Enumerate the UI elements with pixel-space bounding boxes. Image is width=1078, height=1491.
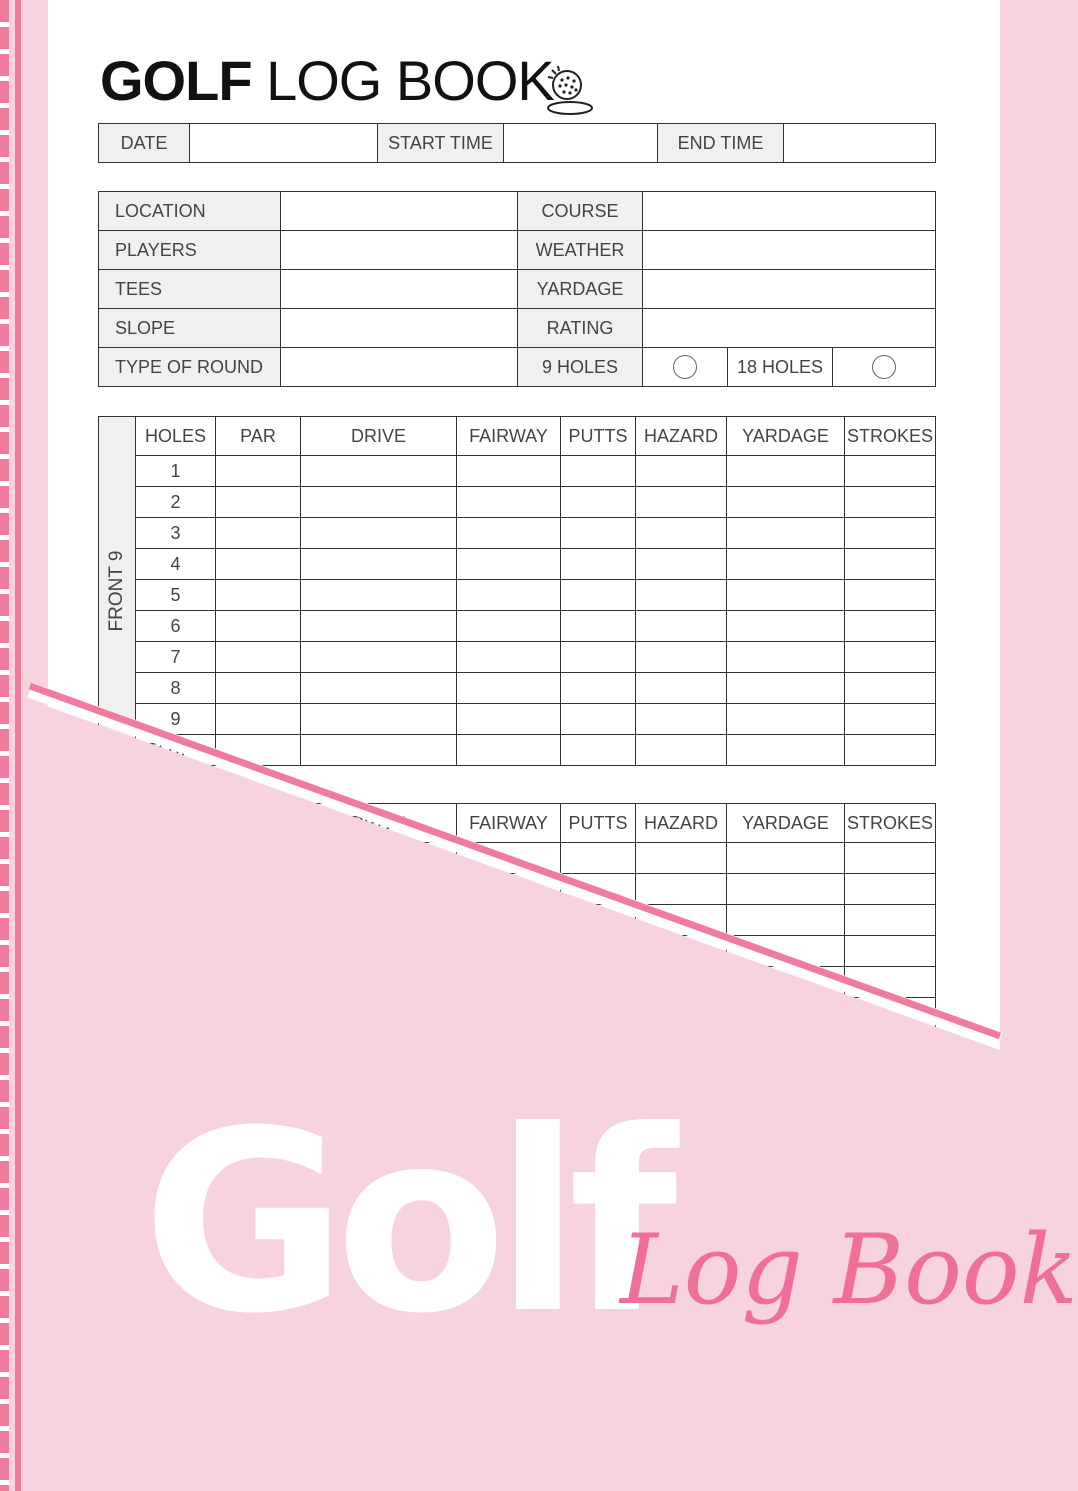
hole-number: 5 [136,580,216,611]
info-label-weather: WEATHER [518,231,643,270]
cover-subtitle: Log Book [620,1214,1078,1326]
hole-number: 8 [136,673,216,704]
title-bold: GOLF [100,49,252,112]
info-label-yardage: YARDAGE [518,270,643,309]
column-header: PUTTS [561,417,636,456]
info-label-course: COURSE [518,192,643,231]
hole-number: 6 [136,611,216,642]
hole-number: 3 [136,518,216,549]
column-header: HOLES [136,417,216,456]
info-label-rating: RATING [518,309,643,348]
column-header: STROKES [845,417,936,456]
column-header: YARDAGE [727,417,845,456]
hole-number: 1 [136,456,216,487]
info-label-location: LOCATION [99,192,281,231]
column-header: STROKES [845,804,936,843]
hole-number: 4 [136,549,216,580]
end-time-label: END TIME [658,124,784,163]
info-label-slope: SLOPE [99,309,281,348]
column-header: HAZARD [636,417,727,456]
spine-accent-line-front [15,0,21,1491]
eighteen-holes-label: 18 HOLES [728,348,833,387]
column-header: DRIVE [301,417,457,456]
info-label-tees: TEES [99,270,281,309]
type-of-round-label: TYPE OF ROUND [99,348,281,387]
column-header: FAIRWAY [457,417,561,456]
hole-number: 7 [136,642,216,673]
column-header: PAR [216,417,301,456]
column-header: PUTTS [561,804,636,843]
info-label-players: PLAYERS [99,231,281,270]
cover-title: Golf [142,1077,666,1368]
column-header: FAIRWAY [457,804,561,843]
hole-number: 2 [136,487,216,518]
column-header: HAZARD [636,804,727,843]
date-label: DATE [99,124,190,163]
hole-number: 9 [136,704,216,735]
column-header: YARDAGE [727,804,845,843]
start-time-label: START TIME [378,124,504,163]
front-nine-label: FRONT 9 [106,550,127,632]
title-light: LOG BOOK [266,49,554,112]
nine-holes-label: 9 HOLES [518,348,643,387]
